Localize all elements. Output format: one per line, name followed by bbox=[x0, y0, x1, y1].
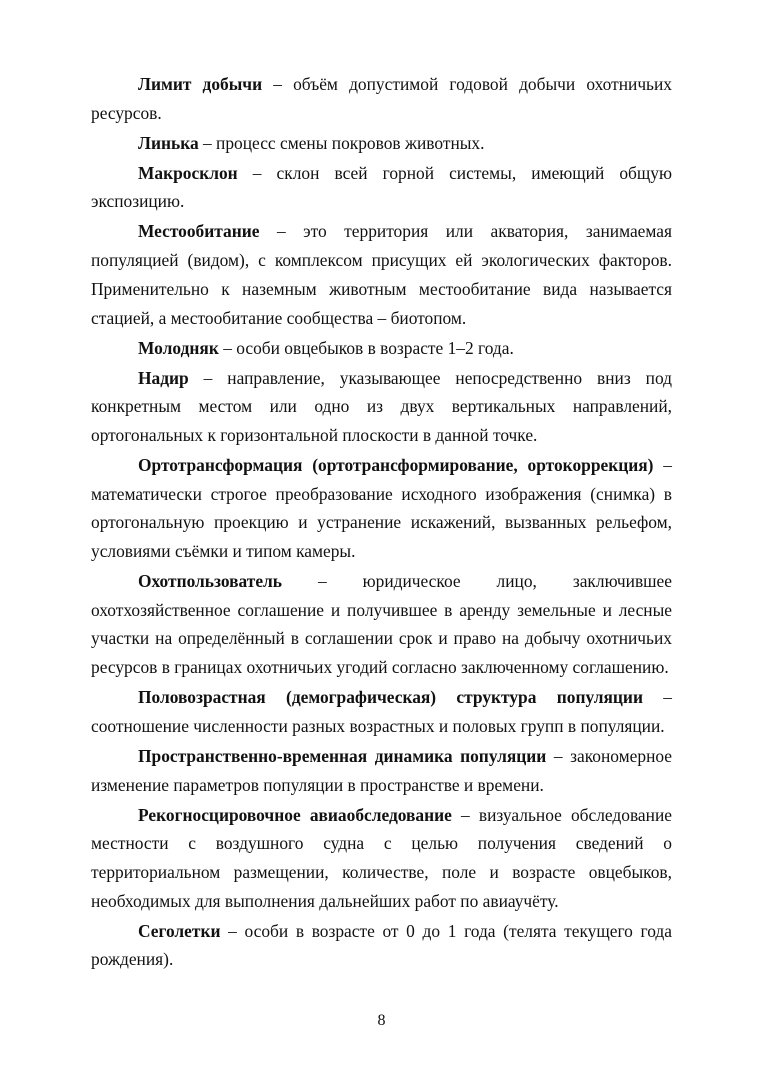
glossary-term: Рекогносцировочное авиаобследование bbox=[138, 804, 452, 825]
glossary-definition: – особи овцебыков в возрасте 1–2 года. bbox=[218, 337, 514, 358]
glossary-term: Ортотрансформация (ортотрансформирование, ортокоррекция) bbox=[138, 454, 654, 475]
glossary-text bbox=[91, 70, 672, 975]
glossary-definition: – объём допустимой годовой добычи охотничьих ресурсов. bbox=[91, 74, 672, 123]
glossary-entry-nadir bbox=[91, 364, 672, 450]
glossary-definition: – соотношение численности разных возрастных и половых групп в популяции. bbox=[91, 687, 672, 736]
glossary-definition: – склон всей горной системы, имеющий общую экспозицию. bbox=[91, 162, 672, 212]
glossary-entry-young bbox=[91, 334, 672, 363]
glossary-term: Сеголетки bbox=[138, 920, 221, 941]
glossary-term: Надир bbox=[138, 367, 189, 388]
page-number: 8 bbox=[377, 1012, 386, 1029]
glossary-entry-molt bbox=[91, 129, 672, 158]
glossary-term: Половозрастная (демографическая) структура популяции bbox=[138, 687, 643, 708]
glossary-entry-yearlings bbox=[91, 917, 672, 974]
glossary-entry-limit bbox=[91, 70, 672, 127]
glossary-term: Лимит добычи bbox=[138, 74, 263, 94]
glossary-definition: – юридическое лицо, заключившее охотхозяйственное соглашение и получившее в аренду земельные и лесные участки на определённый в соглашении срок и право на добычу охотничьих ресурсов в границах охотничьих угодий согласно заключенному соглашению. bbox=[91, 571, 672, 678]
glossary-entry-macroslope bbox=[91, 159, 672, 216]
glossary-term: Охотпользователь bbox=[138, 571, 283, 592]
glossary-term: Местообитание bbox=[138, 221, 260, 242]
glossary-term: Макросклон bbox=[138, 162, 238, 183]
glossary-definition: – математически строгое преобразование исходного изображения (снимка) в ортогональную проекцию и устранение искажений, вызванных рельефом, условиями съёмки и типом камеры. bbox=[91, 454, 672, 562]
glossary-definition: – визуальное обследование местности с воздушного судна с целью получения сведений о территориальном размещении, количестве, поле и возрасте овцебыков, необходимых для выполнения дальнейших работ по авиаучёту. bbox=[91, 804, 672, 911]
glossary-entry-reconnaissance-survey bbox=[91, 801, 672, 916]
glossary-definition: – закономерное изменение параметров популяции в пространстве и времени. bbox=[91, 745, 672, 795]
glossary-term: Линька bbox=[138, 132, 199, 153]
glossary-entry-spatiotemporal-dynamics bbox=[91, 742, 672, 799]
glossary-term: Молодняк bbox=[138, 337, 219, 358]
glossary-definition: – направление, указывающее непосредственно вниз под конкретным местом или одно из двух вертикальных направлений, ортогональных к горизонтальной плоскости в данной точке. bbox=[91, 367, 672, 445]
glossary-entry-hunting-user bbox=[91, 567, 672, 682]
glossary-entry-orthorectification bbox=[91, 451, 672, 566]
glossary-term: Пространственно-временная динамика популяции bbox=[138, 745, 547, 766]
glossary-definition: – особи в возрасте от 0 до 1 года (телята текущего года рождения). bbox=[91, 920, 672, 970]
glossary-entry-habitat bbox=[91, 217, 672, 332]
glossary-entry-age-sex-structure bbox=[91, 683, 672, 740]
glossary-definition: – процесс смены покровов животных. bbox=[198, 132, 485, 153]
glossary-definition: – это территория или акватория, занимаемая популяцией (видом), с комплексом присущих ей экологических факторов. Применительно к наземным животным местообитание вида называется стацией, а местообитание сообщества – биотопом. bbox=[91, 221, 672, 328]
